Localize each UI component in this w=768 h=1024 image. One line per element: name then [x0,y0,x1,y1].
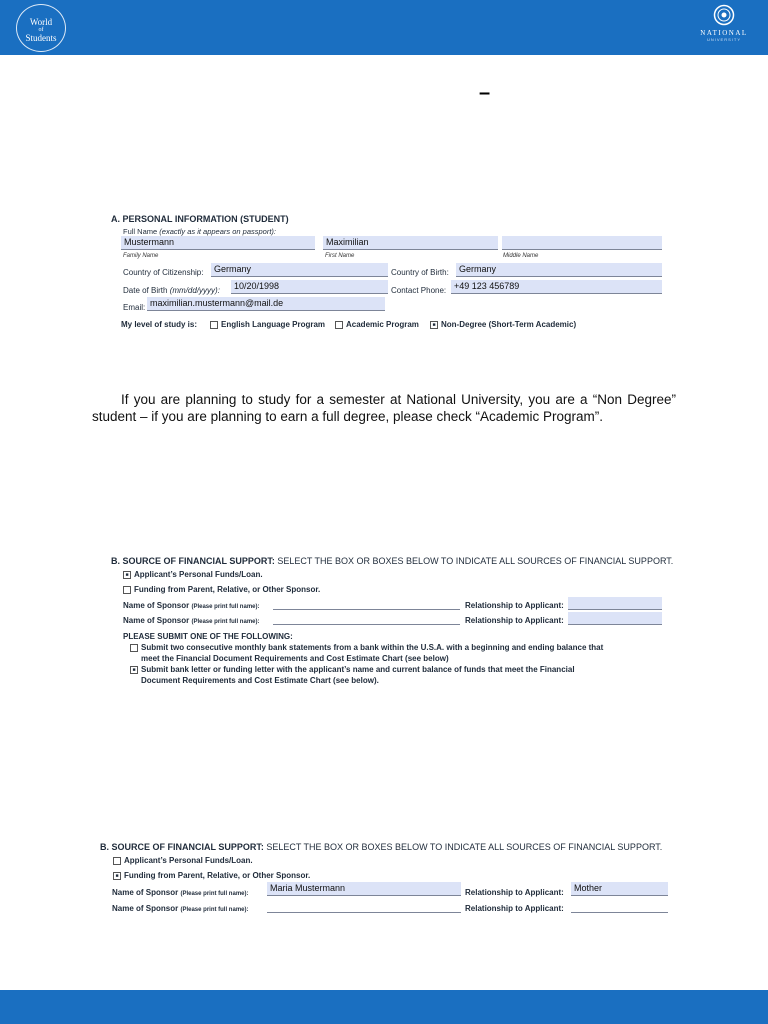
middle-name-field[interactable] [502,236,662,250]
sponsor-label-2: Name of Sponsor (Please print full name): [123,616,260,625]
family-name-caption: Family Name [123,253,159,259]
logo-line-1: World [29,17,53,27]
section-b2-title: B. SOURCE OF FINANCIAL SUPPORT: SELECT THE BOX OR BOXES BELOW TO INDICATE ALL SOURCES OF FINANCIAL SUPPORT. [100,842,663,852]
sponsor-field-4[interactable] [267,900,461,913]
sponsor-label-4: Name of Sponsor (Please print full name): [112,904,249,913]
personal-funds-checkbox[interactable] [123,571,131,579]
header-bar [0,0,768,55]
parent-funding-checkbox-2[interactable] [113,872,121,880]
sponsor-field-2[interactable] [273,612,460,625]
bank-statements-label-cont: meet the Financial Document Requirements and Cost Estimate Chart (see below) [141,654,449,663]
academic-program-label: Academic Program [346,320,419,329]
relationship-label-1: Relationship to Applicant: [465,601,564,610]
bank-letter-checkbox[interactable] [130,666,138,674]
relationship-field-4[interactable] [571,900,668,913]
relationship-field-1[interactable] [568,597,662,610]
world-of-students-logo [16,4,66,52]
bank-statements-checkbox[interactable] [130,644,138,652]
bank-letter-label: Submit bank letter or funding letter with the applicant’s name and current balance of funds that meet the Financial [141,665,575,674]
sponsor-label-1: Name of Sponsor (Please print full name): [123,601,260,610]
relationship-field-2[interactable] [568,612,662,625]
email-field[interactable]: maximilian.mustermann@mail.de [147,297,385,311]
first-name-caption: First Name [325,253,355,259]
family-name-field[interactable]: Mustermann [121,236,315,250]
logo-wordmark: NATIONAL [700,29,748,37]
sponsor-field-1[interactable] [273,597,460,610]
parent-funding-label-2: Funding from Parent, Relative, or Other Sponsor. [124,871,311,880]
instruction-paragraph: If you are planning to study for a semester at National University, you are a “Non Degree” student – if you are planning to earn a full degree, please check “Academic Program”. [92,392,676,424]
english-program-checkbox[interactable] [210,321,218,329]
middle-name-caption: Middle Name [503,253,539,259]
seal-icon [713,4,735,26]
first-name-field[interactable]: Maximilian [323,236,498,250]
submit-title: PLEASE SUBMIT ONE OF THE FOLLOWING: [123,632,293,641]
logo-subtitle: UNIVERSITY [706,37,741,42]
bank-letter-label-cont: Document Requirements and Cost Estimate Chart (see below). [141,676,379,685]
sponsor-label-3: Name of Sponsor (Please print full name): [112,888,249,897]
bank-statements-label: Submit two consecutive monthly bank statements from a bank within the U.S.A. with a beginning and ending balance that [141,643,604,652]
parent-funding-label: Funding from Parent, Relative, or Other Sponsor. [134,585,321,594]
personal-funds-label-2: Applicant’s Personal Funds/Loan. [124,856,253,865]
relationship-label-3: Relationship to Applicant: [465,888,564,897]
relationship-field-3[interactable]: Mother [571,882,668,896]
sponsor-field-3[interactable]: Maria Mustermann [267,882,461,896]
non-degree-label: Non-Degree (Short-Term Academic) [441,320,577,329]
footer-bar [0,990,768,1024]
logo-line-3: Students [25,33,57,43]
parent-funding-checkbox[interactable] [123,586,131,594]
non-degree-checkbox[interactable] [430,321,438,329]
phone-label: Contact Phone: [391,286,447,295]
birth-country-label: Country of Birth: [391,268,449,277]
birth-country-field[interactable]: Germany [456,263,662,277]
section-b1-title: B. SOURCE OF FINANCIAL SUPPORT: SELECT THE BOX OR BOXES BELOW TO INDICATE ALL SOURCES OF FINANCIAL SUPPORT. [111,556,674,566]
national-university-logo [694,4,754,50]
dob-label: Date of Birth (mm/dd/yyyy): [123,286,220,295]
citizenship-field[interactable]: Germany [211,263,388,277]
logo-line-2: of [38,27,44,33]
personal-funds-checkbox-2[interactable] [113,857,121,865]
full-name-label: Full Name (exactly as it appears on passport): [123,227,277,236]
email-label: Email: [123,303,146,312]
personal-funds-label: Applicant’s Personal Funds/Loan. [134,570,263,579]
title-dash: – [479,82,491,104]
relationship-label-2: Relationship to Applicant: [465,616,564,625]
phone-field[interactable]: +49 123 456789 [451,280,662,294]
study-level-label: My level of study is: [121,320,198,329]
citizenship-label: Country of Citizenship: [123,268,204,277]
relationship-label-4: Relationship to Applicant: [465,904,564,913]
section-a-title: A. PERSONAL INFORMATION (STUDENT) [111,214,289,224]
english-program-label: English Language Program [221,320,326,329]
academic-program-checkbox[interactable] [335,321,343,329]
dob-field[interactable]: 10/20/1998 [231,280,388,294]
